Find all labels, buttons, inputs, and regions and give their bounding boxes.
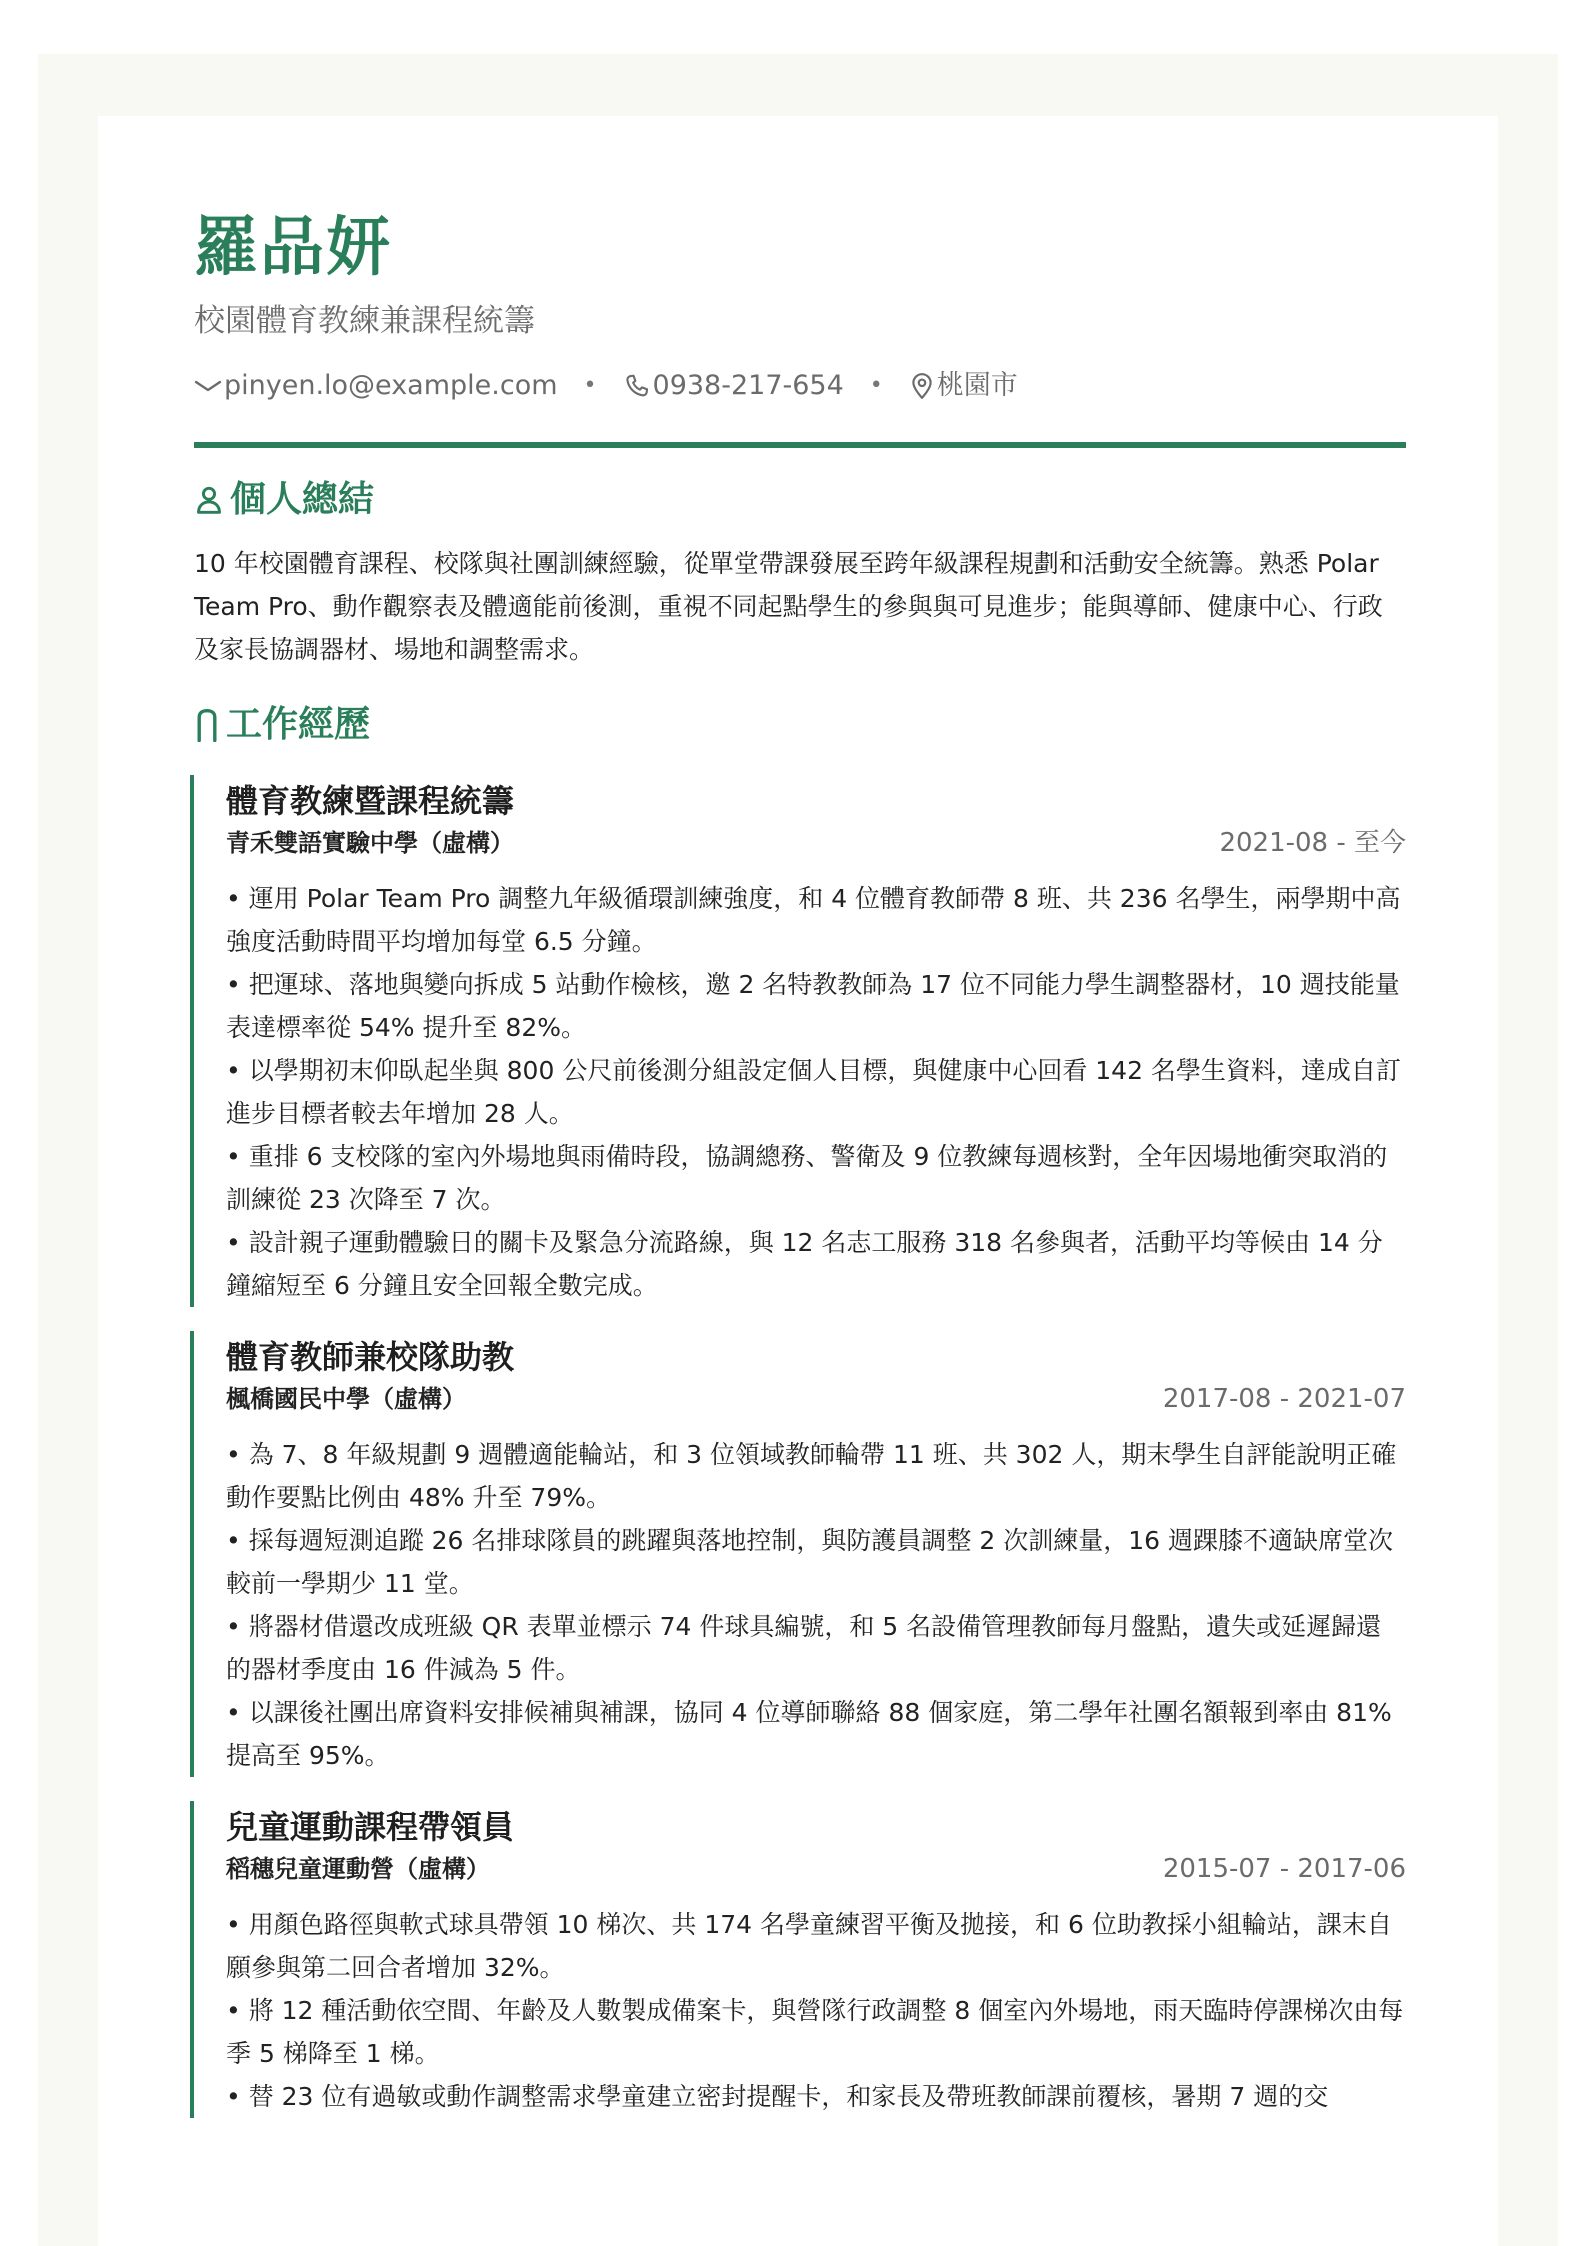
email-text: pinyen.lo@example.com	[224, 370, 558, 401]
job-bullet: • 設計親子運動體驗日的關卡及緊急分流路線，與 12 名志工服務 318 名參與者，活動平均等候由 14 分鐘縮短至 6 分鐘且安全回報全數完成。	[226, 1221, 1406, 1307]
job-entry	[190, 1331, 1406, 1777]
phone-text: 0938-217-654	[652, 370, 844, 401]
job-meta	[226, 1851, 1406, 1887]
phone-icon	[623, 372, 651, 400]
job-entry	[190, 775, 1406, 1307]
resume-content	[194, 206, 1406, 2142]
job-bullets	[226, 877, 1406, 1307]
job-title: 體育教練暨課程統籌	[226, 782, 515, 820]
job-bullet: • 重排 6 支校隊的室內外場地與雨備時段，協調總務、警衛及 9 位教練每週核對，全年因場地衝突取消的訓練從 23 次降至 7 次。	[226, 1135, 1406, 1221]
job-list	[194, 775, 1406, 2118]
contact-email[interactable]	[194, 368, 558, 404]
job-entry	[190, 1801, 1406, 2118]
job-bullet: • 採每週短測追蹤 26 名排球隊員的跳躍與落地控制，與防護員調整 2 次訓練量，16 週踝膝不適缺席堂次較前一學期少 11 堂。	[226, 1519, 1406, 1605]
summary-text: 10 年校園體育課程、校隊與社團訓練經驗，從單堂帶課發展至跨年級課程規劃和活動安全統籌。熟悉 Polar Team Pro、動作觀察表及體適能前後測，重視不同起點學生的參與與可見進步；能與導師、健康中心、行政及家長協調器材、場地和調整需求。	[194, 549, 1383, 664]
experience-heading-text: 工作經歷	[226, 704, 371, 745]
job-bullet: • 將器材借還改成班級 QR 表單並標示 74 件球具編號，和 5 名設備管理教師每月盤點，遺失或延遲歸還的器材季度由 16 件減為 5 件。	[226, 1605, 1406, 1691]
experience-heading	[194, 701, 1406, 749]
job-dates: 2017-08 - 2021-07	[1162, 1384, 1406, 1414]
job-title: 體育教師兼校隊助教	[226, 1338, 515, 1376]
job-company: 稻穗兒童運動營（虛構）	[226, 1855, 490, 1883]
job-meta	[226, 825, 1406, 861]
header-divider	[194, 442, 1406, 448]
summary-heading-text: 個人總結	[230, 479, 375, 520]
location-text: 桃園市	[936, 370, 1018, 401]
job-bullets	[226, 1903, 1406, 2118]
contact-separator: •	[869, 373, 883, 398]
job-bullet: • 為 7、8 年級規劃 9 週體適能輪站，和 3 位領域教師輪帶 11 班、共 302 人，期末學生自評能說明正確動作要點比例由 48% 升至 79%。	[226, 1433, 1406, 1519]
job-bullet: • 運用 Polar Team Pro 調整九年級循環訓練強度，和 4 位體育教師帶 8 班、共 236 名學生，兩學期中高強度活動時間平均增加每堂 6.5 分鐘。	[226, 877, 1406, 963]
contact-location	[909, 368, 1018, 404]
job-title: 兒童運動課程帶領員	[226, 1808, 515, 1846]
job-bullet: • 把運球、落地與變向拆成 5 站動作檢核，邀 2 名特教教師為 17 位不同能力學生調整器材，10 週技能量表達標率從 54% 提升至 82%。	[226, 963, 1406, 1049]
job-bullet: • 以課後社團出席資料安排候補與補課，協同 4 位導師聯絡 88 個家庭，第二學年社團名額報到率由 81% 提高至 95%。	[226, 1691, 1406, 1777]
candidate-name: 羅品妍	[194, 211, 392, 285]
job-bullets	[226, 1433, 1406, 1777]
contact-row	[194, 368, 1406, 404]
job-bullet: • 以學期初末仰臥起坐與 800 公尺前後測分組設定個人目標，與健康中心回看 142 名學生資料，達成自訂進步目標者較去年增加 28 人。	[226, 1049, 1406, 1135]
candidate-title: 校園體育教練兼課程統籌	[194, 303, 535, 339]
briefcase-icon	[194, 708, 220, 742]
summary-heading	[194, 476, 1406, 524]
job-bullet: • 替 23 位有過敏或動作調整需求學童建立密封提醒卡，和家長及帶班教師課前覆核，暑期 7 週的交	[226, 2075, 1406, 2118]
user-icon	[194, 484, 224, 516]
job-bullet: • 用顏色路徑與軟式球具帶領 10 梯次、共 174 名學童練習平衡及拋接，和 6 位助教採小組輪站，課末自願參與第二回合者增加 32%。	[226, 1903, 1406, 1989]
job-company: 楓橋國民中學（虛構）	[226, 1385, 466, 1413]
map-pin-icon	[909, 372, 935, 400]
job-bullet: • 將 12 種活動依空間、年齡及人數製成備案卡，與營隊行政調整 8 個室內外場地，雨天臨時停課梯次由每季 5 梯降至 1 梯。	[226, 1989, 1406, 2075]
envelope-icon	[194, 376, 222, 396]
contact-separator: •	[583, 373, 597, 398]
job-company: 青禾雙語實驗中學（虛構）	[226, 829, 514, 857]
job-dates: 2015-07 - 2017-06	[1162, 1854, 1406, 1884]
contact-phone[interactable]	[623, 368, 844, 404]
job-dates: 2021-08 - 至今	[1219, 828, 1406, 858]
job-meta	[226, 1381, 1406, 1417]
